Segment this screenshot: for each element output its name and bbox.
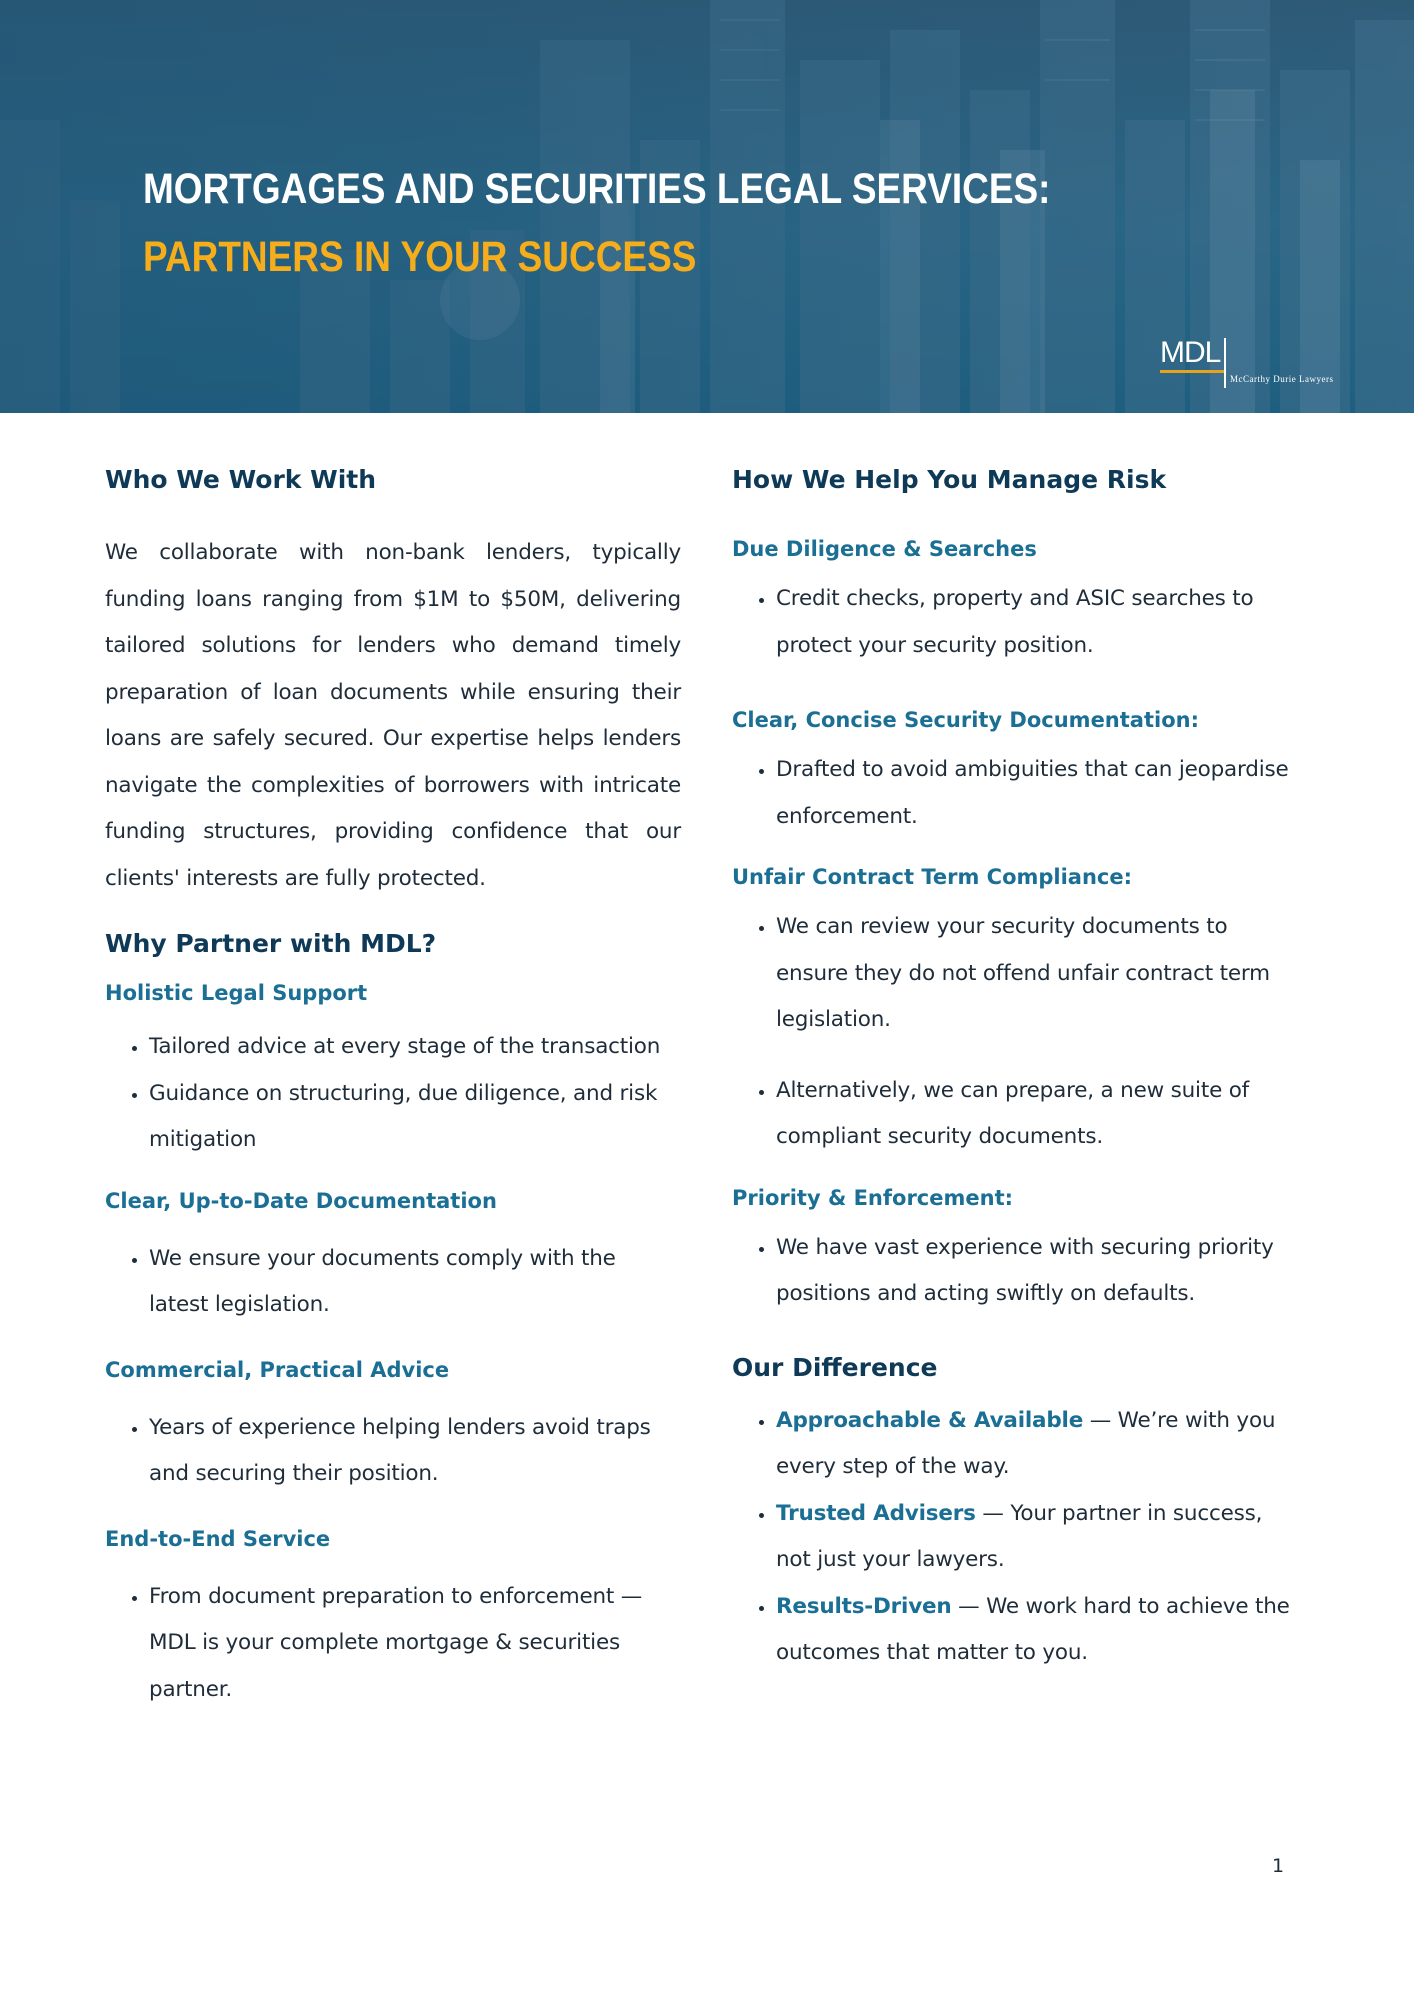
- bullet-list: [105, 1574, 681, 1714]
- list-item: • From document preparation to enforcement — MDL is your complete mortgage & securities partner.: [149, 1574, 681, 1714]
- difference-label: Trusted Advisers: [776, 1500, 976, 1526]
- left-column: [105, 460, 681, 1713]
- difference-label: Results-Driven: [776, 1593, 952, 1619]
- list-item: • Alternatively, we can prepare, a new suite of compliant security documents.: [776, 1068, 1300, 1161]
- section-heading: Holistic Legal Support: [105, 981, 368, 1005]
- bullet-list: [732, 576, 1300, 669]
- right-column: [732, 460, 1300, 1677]
- list-item: [776, 1584, 1300, 1677]
- title-line-1: MORTGAGES AND SECURITIES LEGAL SERVICES:: [143, 165, 1051, 213]
- section-heading: Clear, Concise Security Documentation:: [732, 708, 1199, 732]
- why-partner-heading: Why Partner with MDL?: [105, 929, 437, 958]
- section-heading: Due Diligence & Searches: [732, 537, 1037, 561]
- bullet-list: [105, 1405, 681, 1498]
- list-item: [776, 1398, 1300, 1491]
- difference-text: — We work hard to achieve the outcomes that matter to you.: [776, 1593, 1290, 1665]
- list-item: • Tailored advice at every stage of the transaction: [149, 1024, 681, 1071]
- list-item: • Guidance on structuring, due diligence, and risk mitigation: [149, 1071, 681, 1164]
- bullet-list: [105, 1024, 681, 1164]
- difference-list: [732, 1398, 1300, 1677]
- bullet-list: [732, 904, 1300, 1161]
- page-title: [143, 155, 1051, 291]
- section-heading: Priority & Enforcement:: [732, 1185, 1014, 1210]
- list-item: • Years of experience helping lenders avoid traps and securing their position.: [149, 1405, 681, 1498]
- difference-text: — We’re with you every step of the way.: [776, 1407, 1276, 1479]
- bullet-list: [732, 747, 1300, 840]
- section-heading: Clear, Up-to-Date Documentation: [105, 1188, 497, 1213]
- mdl-logo: [1160, 338, 1340, 390]
- list-item: • Drafted to avoid ambiguities that can jeopardise enforcement.: [776, 747, 1300, 840]
- logo-mark: MDL: [1160, 336, 1221, 369]
- our-difference-heading: Our Difference: [732, 1352, 938, 1382]
- section-heading: Commercial, Practical Advice: [105, 1357, 450, 1382]
- logo-subtitle: McCarthy Durie Lawyers: [1230, 374, 1334, 384]
- list-item: • We have vast experience with securing priority positions and acting swiftly on defaults.: [776, 1225, 1300, 1318]
- bullet-list: [105, 1236, 681, 1329]
- list-item: [776, 1491, 1300, 1584]
- list-item: • Credit checks, property and ASIC searches to protect your security position.: [776, 576, 1300, 669]
- list-item: • We ensure your documents comply with the latest legislation.: [149, 1236, 681, 1329]
- header-banner: [0, 0, 1414, 413]
- section-heading: End-to-End Service: [105, 1526, 331, 1551]
- logo-underline: [1160, 370, 1224, 373]
- section-heading: Unfair Contract Term Compliance:: [732, 865, 1133, 889]
- difference-label: Approachable & Available: [776, 1407, 1084, 1433]
- title-line-2: PARTNERS IN YOUR SUCCESS: [143, 233, 697, 281]
- logo-divider: [1224, 338, 1226, 388]
- who-we-work-with-paragraph: We collaborate with non-bank lenders, typically funding loans ranging from $1M to $50M, delivering tailored solutions for lenders who demand timely preparation of loan documents while ensuring their loans are safely secured. Our expertise helps lenders navigate the complexities of borrowers with intricate funding structures, providing confidence that our clients' interests are fully protected.: [105, 540, 681, 891]
- who-we-work-with-heading: Who We Work With: [105, 465, 377, 494]
- bullet-list: [732, 1225, 1300, 1318]
- difference-text: — Your partner in success, not just your lawyers.: [776, 1500, 1263, 1572]
- manage-risk-heading: How We Help You Manage Risk: [732, 465, 1167, 494]
- list-item: • We can review your security documents to ensure they do not offend unfair contract term legislation.: [776, 904, 1300, 1044]
- page-number: 1: [1272, 1855, 1285, 1877]
